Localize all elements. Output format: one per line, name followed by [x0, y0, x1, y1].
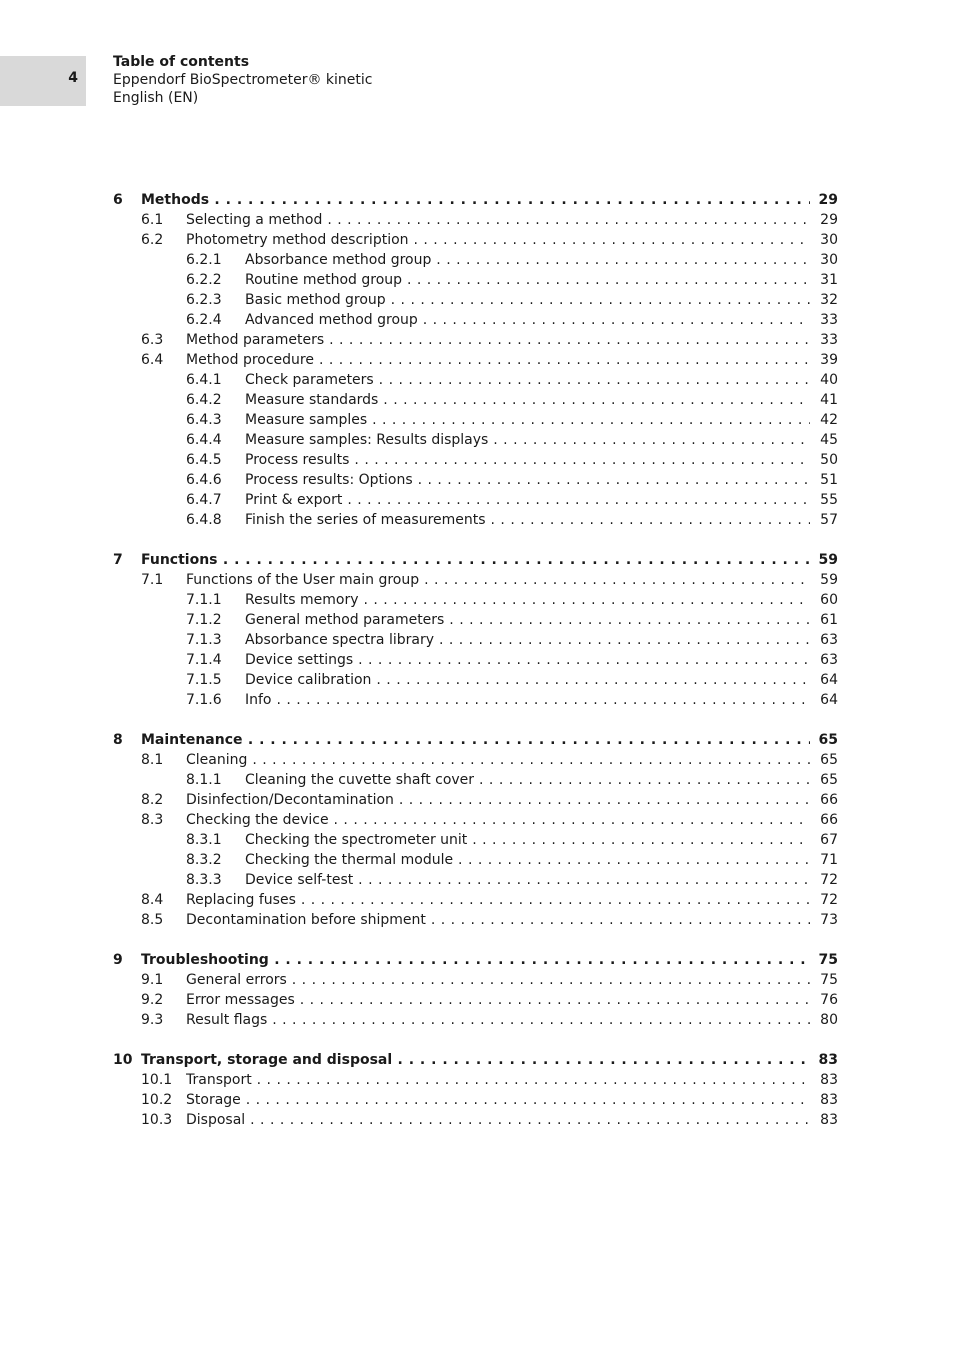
toc-entry-title: Transport . . .	[186, 1070, 810, 1090]
toc-entry-title: Transport, storage and disposal . . .	[141, 1050, 810, 1070]
toc-entry-number: 8	[113, 732, 123, 748]
toc-entry-number: 7.1.3	[186, 632, 222, 648]
toc-subsection-entry[interactable]	[113, 830, 838, 850]
toc-entry-number: 7.1.5	[186, 672, 222, 688]
toc-entry-page: 45	[815, 430, 838, 450]
toc-entry-page: 66	[815, 810, 838, 830]
toc-entry-number: 7.1.2	[186, 612, 222, 628]
toc-chapter-entry[interactable]	[113, 550, 838, 570]
toc-section-entry[interactable]	[113, 570, 838, 590]
toc-entry-number: 8.3.2	[186, 852, 222, 868]
toc-subsection-entry[interactable]	[113, 510, 838, 530]
toc-entry-title: Check parameters . . .	[245, 370, 810, 390]
toc-entry-page: 64	[815, 690, 838, 710]
toc-subsection-entry[interactable]	[113, 250, 838, 270]
toc-entry-title: Functions of the User main group . . .	[186, 570, 810, 590]
toc-entry-page: 73	[815, 910, 838, 930]
toc-section-entry[interactable]	[113, 350, 838, 370]
toc-entry-number: 6.4.5	[186, 452, 222, 468]
toc-entry-title: Absorbance method group . . .	[245, 250, 810, 270]
toc-entry-page: 64	[815, 670, 838, 690]
toc-subsection-entry[interactable]	[113, 870, 838, 890]
toc-entry-number: 8.1	[141, 752, 164, 768]
toc-entry-number: 9	[113, 952, 123, 968]
toc-entry-page: 72	[815, 870, 838, 890]
toc-entry-title: Process results: Options . . .	[245, 470, 810, 490]
toc-entry-number: 6.4.8	[186, 512, 222, 528]
toc-entry-title: Device self-test . . .	[245, 870, 810, 890]
toc-subsection-entry[interactable]	[113, 430, 838, 450]
toc-entry-number: 10.3	[141, 1112, 173, 1128]
toc-entry-page: 72	[815, 890, 838, 910]
toc-subsection-entry[interactable]	[113, 490, 838, 510]
toc-entry-page: 51	[815, 470, 838, 490]
toc-entry-title: Decontamination before shipment . . .	[186, 910, 810, 930]
toc-entry-title: Checking the device . . .	[186, 810, 810, 830]
toc-subsection-entry[interactable]	[113, 630, 838, 650]
toc-section-entry[interactable]	[113, 1110, 838, 1130]
toc-chapter-group	[113, 730, 838, 930]
toc-entry-number: 8.3.3	[186, 872, 222, 888]
toc-entry-number: 6.2.3	[186, 292, 222, 308]
toc-subsection-entry[interactable]	[113, 410, 838, 430]
toc-entry-page: 83	[815, 1070, 838, 1090]
toc-section-entry[interactable]	[113, 970, 838, 990]
toc-entry-title: Storage . . .	[186, 1090, 810, 1110]
toc-entry-number: 8.3.1	[186, 832, 222, 848]
toc-entry-title: Measure samples . . .	[245, 410, 810, 430]
toc-entry-number: 10.2	[141, 1092, 173, 1108]
toc-section-entry[interactable]	[113, 1070, 838, 1090]
toc-entry-title: Print & export . . .	[245, 490, 810, 510]
toc-entry-title: Replacing fuses . . .	[186, 890, 810, 910]
toc-chapter-entry[interactable]	[113, 190, 838, 210]
toc-entry-number: 8.1.1	[186, 772, 222, 788]
toc-entry-number: 6	[113, 192, 123, 208]
toc-chapter-entry[interactable]	[113, 950, 838, 970]
toc-entry-number: 10	[113, 1052, 133, 1068]
toc-subsection-entry[interactable]	[113, 450, 838, 470]
toc-entry-number: 6.4.3	[186, 412, 222, 428]
toc-entry-number: 7	[113, 552, 123, 568]
toc-entry-number: 6.2	[141, 232, 164, 248]
toc-section-entry[interactable]	[113, 810, 838, 830]
toc-entry-page: 63	[815, 650, 838, 670]
toc-entry-number: 9.3	[141, 1012, 164, 1028]
toc-entry-page: 40	[815, 370, 838, 390]
toc-entry-title: Result flags . . .	[186, 1010, 810, 1030]
toc-subsection-entry[interactable]	[113, 610, 838, 630]
toc-entry-title: Selecting a method . . .	[186, 210, 810, 230]
toc-entry-number: 6.4.6	[186, 472, 222, 488]
toc-entry-page: 30	[815, 230, 838, 250]
toc-entry-page: 67	[815, 830, 838, 850]
toc-entry-title: Method procedure . . .	[186, 350, 810, 370]
toc-entry-page: 83	[815, 1110, 838, 1130]
toc-entry-page: 29	[815, 210, 838, 230]
toc-entry-number: 6.2.2	[186, 272, 222, 288]
toc-entry-page: 65	[815, 750, 838, 770]
toc-entry-page: 55	[815, 490, 838, 510]
toc-entry-page: 31	[815, 270, 838, 290]
toc-chapter-group	[113, 190, 838, 530]
toc-subsection-entry[interactable]	[113, 270, 838, 290]
toc-subsection-entry[interactable]	[113, 650, 838, 670]
toc-chapter-group	[113, 550, 838, 710]
toc-entry-page: 66	[815, 790, 838, 810]
header-product: Eppendorf BioSpectrometer® kinetic	[113, 72, 373, 88]
toc-entry-number: 6.4.7	[186, 492, 222, 508]
toc-section-entry[interactable]	[113, 910, 838, 930]
toc-entry-page: 76	[815, 990, 838, 1010]
toc-entry-number: 6.4.4	[186, 432, 222, 448]
toc-entry-title: Process results . . .	[245, 450, 810, 470]
toc-entry-page: 83	[815, 1090, 838, 1110]
toc-entry-title: Disposal . . .	[186, 1110, 810, 1130]
toc-subsection-entry[interactable]	[113, 310, 838, 330]
toc-entry-title: Basic method group . . .	[245, 290, 810, 310]
toc-entry-title: Finish the series of measurements . . .	[245, 510, 810, 530]
toc-entry-number: 8.4	[141, 892, 164, 908]
toc-entry-page: 83	[814, 1050, 838, 1070]
toc-entry-page: 65	[814, 730, 838, 750]
toc-subsection-entry[interactable]	[113, 690, 838, 710]
toc-entry-title: Cleaning the cuvette shaft cover . . .	[245, 770, 810, 790]
page-number-tab	[0, 56, 86, 106]
toc-entry-page: 75	[814, 950, 838, 970]
toc-section-entry[interactable]	[113, 990, 838, 1010]
toc-entry-page: 60	[815, 590, 838, 610]
page-number: 4	[68, 70, 78, 86]
toc-subsection-entry[interactable]	[113, 590, 838, 610]
toc-chapter-group	[113, 1050, 838, 1130]
toc-entry-page: 33	[815, 310, 838, 330]
toc-entry-title: Troubleshooting . . .	[141, 950, 810, 970]
toc-entry-page: 50	[815, 450, 838, 470]
toc-entry-page: 30	[815, 250, 838, 270]
toc-subsection-entry[interactable]	[113, 850, 838, 870]
toc-entry-title: Device settings . . .	[245, 650, 810, 670]
toc-entry-number: 6.1	[141, 212, 164, 228]
toc-entry-number: 10.1	[141, 1072, 173, 1088]
toc-chapter-entry[interactable]	[113, 730, 838, 750]
toc-entry-page: 63	[815, 630, 838, 650]
toc-section-entry[interactable]	[113, 1010, 838, 1030]
toc-entry-number: 7.1	[141, 572, 164, 588]
header-language: English (EN)	[113, 90, 199, 106]
toc-entry-title: Measure standards . . .	[245, 390, 810, 410]
toc-entry-title: Error messages . . .	[186, 990, 810, 1010]
toc-entry-page: 75	[815, 970, 838, 990]
toc-section-entry[interactable]	[113, 1090, 838, 1110]
toc-entry-title: General errors . . .	[186, 970, 810, 990]
toc-entry-page: 59	[815, 570, 838, 590]
toc-chapter-entry[interactable]	[113, 1050, 838, 1070]
toc-entry-title: Checking the spectrometer unit . . .	[245, 830, 810, 850]
toc-entry-title: Functions . . .	[141, 550, 810, 570]
toc-entry-number: 6.3	[141, 332, 164, 348]
toc-entry-title: General method parameters . . .	[245, 610, 810, 630]
toc-section-entry[interactable]	[113, 230, 838, 250]
toc-entry-title: Maintenance . . .	[141, 730, 810, 750]
toc-entry-page: 32	[815, 290, 838, 310]
toc-entry-number: 7.1.1	[186, 592, 222, 608]
toc-entry-number: 6.2.4	[186, 312, 222, 328]
toc-entry-number: 6.4.2	[186, 392, 222, 408]
toc-entry-title: Method parameters . . .	[186, 330, 810, 350]
toc-subsection-entry[interactable]	[113, 290, 838, 310]
toc-entry-title: Cleaning . . .	[186, 750, 810, 770]
toc-entry-number: 6.4	[141, 352, 164, 368]
toc-section-entry[interactable]	[113, 890, 838, 910]
table-of-contents	[113, 190, 838, 1150]
toc-entry-page: 33	[815, 330, 838, 350]
toc-entry-page: 29	[814, 190, 838, 210]
toc-entry-page: 71	[815, 850, 838, 870]
toc-entry-number: 6.4.1	[186, 372, 222, 388]
toc-subsection-entry[interactable]	[113, 770, 838, 790]
toc-entry-page: 59	[814, 550, 838, 570]
toc-entry-number: 8.2	[141, 792, 164, 808]
toc-entry-title: Methods . . .	[141, 190, 810, 210]
toc-chapter-group	[113, 950, 838, 1030]
toc-entry-title: Advanced method group . . .	[245, 310, 810, 330]
toc-entry-page: 41	[815, 390, 838, 410]
toc-entry-title: Absorbance spectra library . . .	[245, 630, 810, 650]
toc-entry-number: 7.1.4	[186, 652, 222, 668]
header-title: Table of contents	[113, 54, 250, 70]
toc-section-entry[interactable]	[113, 330, 838, 350]
toc-entry-number: 6.2.1	[186, 252, 222, 268]
toc-entry-page: 80	[815, 1010, 838, 1030]
toc-subsection-entry[interactable]	[113, 670, 838, 690]
toc-entry-number: 7.1.6	[186, 692, 222, 708]
toc-subsection-entry[interactable]	[113, 390, 838, 410]
toc-entry-page: 42	[815, 410, 838, 430]
toc-entry-page: 39	[815, 350, 838, 370]
toc-entry-title: Disinfection/Decontamination . . .	[186, 790, 810, 810]
toc-entry-title: Routine method group . . .	[245, 270, 810, 290]
toc-entry-title: Device calibration . . .	[245, 670, 810, 690]
toc-section-entry[interactable]	[113, 750, 838, 770]
toc-entry-title: Results memory . . .	[245, 590, 810, 610]
toc-entry-number: 9.1	[141, 972, 164, 988]
document-header	[113, 53, 372, 107]
toc-entry-title: Info . . .	[245, 690, 810, 710]
toc-entry-number: 8.3	[141, 812, 164, 828]
toc-subsection-entry[interactable]	[113, 470, 838, 490]
toc-entry-title: Measure samples: Results displays . . .	[245, 430, 810, 450]
toc-entry-title: Checking the thermal module . . .	[245, 850, 810, 870]
toc-entry-page: 61	[815, 610, 838, 630]
toc-entry-page: 57	[815, 510, 838, 530]
toc-entry-title: Photometry method description . . .	[186, 230, 810, 250]
toc-entry-number: 8.5	[141, 912, 164, 928]
toc-section-entry[interactable]	[113, 210, 838, 230]
toc-section-entry[interactable]	[113, 790, 838, 810]
toc-subsection-entry[interactable]	[113, 370, 838, 390]
toc-entry-page: 65	[815, 770, 838, 790]
toc-entry-number: 9.2	[141, 992, 164, 1008]
